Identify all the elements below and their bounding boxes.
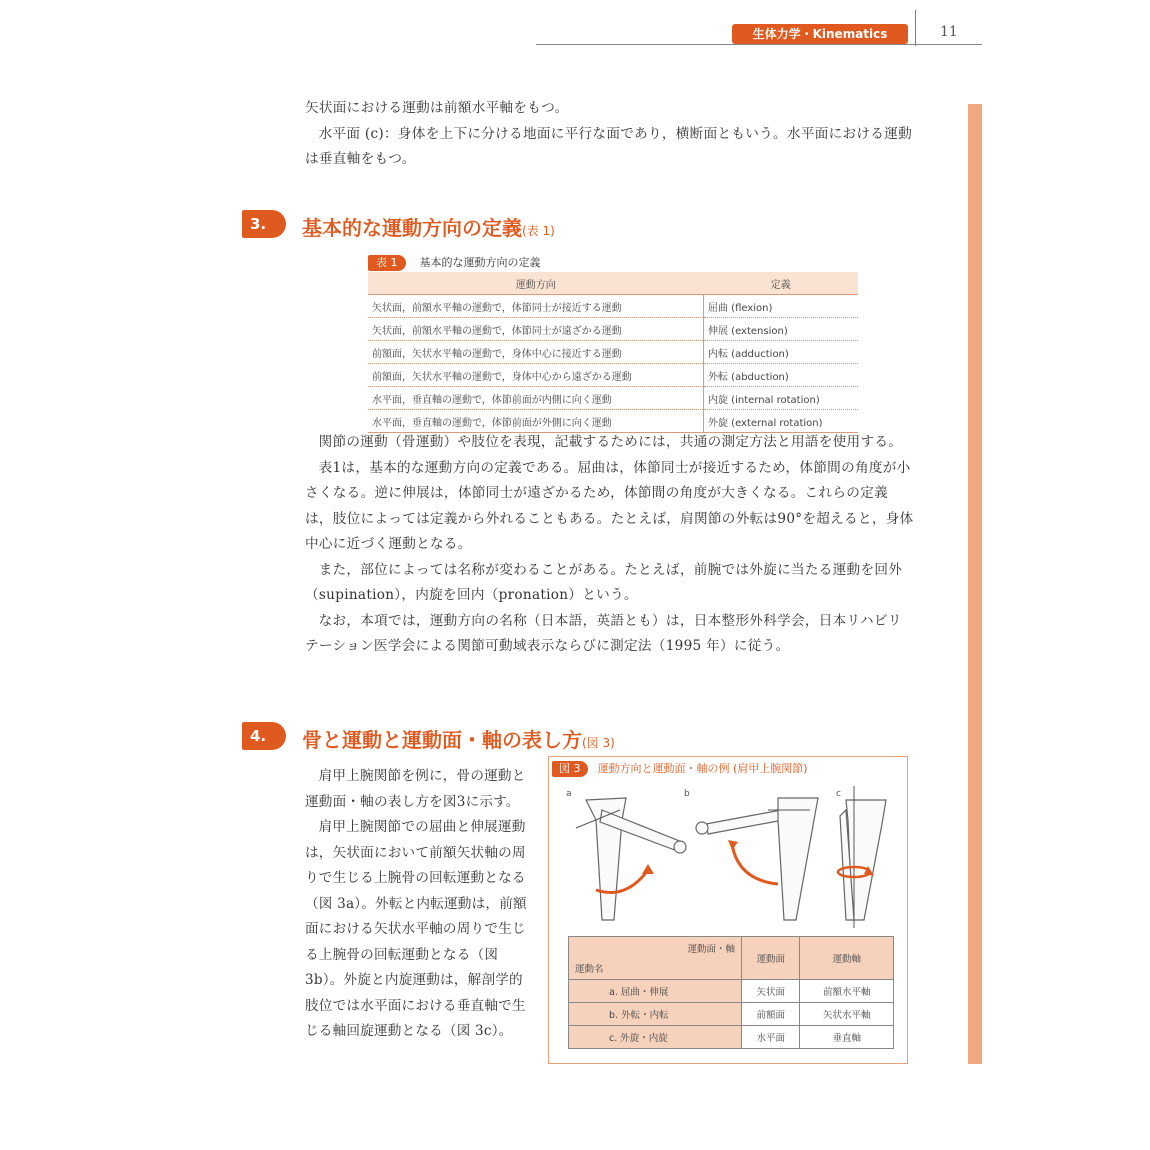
body-paragraph: また，部位によっては名称が変わることがある。たとえば，前腕では外旋に当たる運動を回外（supination），内旋を回内（pronation）という。 bbox=[305, 561, 903, 603]
table-row bbox=[569, 980, 894, 1003]
panel-a-label: a bbox=[566, 789, 572, 799]
section-3-number: 3. bbox=[242, 210, 286, 238]
panel-b-bones bbox=[696, 798, 818, 920]
table-1-header-direction: 運動方向 bbox=[368, 272, 704, 295]
table-cell: 屈曲 (flexion) bbox=[704, 295, 859, 318]
body-paragraph: なお，本項では，運動方向の名称（日本語，英語とも）は，日本整形外科学会，日本リハビリテーション医学会による関節可動域表示ならびに測定法（1995 年）に従う。 bbox=[305, 612, 902, 654]
table-diag-top: 運動面・軸 bbox=[687, 944, 735, 955]
section-4-title bbox=[302, 724, 615, 753]
table-row bbox=[569, 1026, 894, 1049]
figure-3-caption bbox=[552, 760, 808, 777]
column-text bbox=[305, 764, 530, 1045]
section-4-ref: (図 3) bbox=[582, 736, 615, 750]
page-number: 11 bbox=[940, 24, 958, 40]
table-1 bbox=[368, 272, 858, 433]
panel-a-bones bbox=[586, 798, 686, 920]
table-cell: 前額水平軸 bbox=[800, 980, 894, 1003]
table-cell: 矢状水平軸 bbox=[800, 1003, 894, 1026]
column-paragraph: 肩甲上腕関節での屈曲と伸展運動は，矢状面において前額矢状軸の周りで生じる上腕骨の回転運動となる（図 3a）。外転と内転運動は，前額面における矢状水平軸の周りで生じる上腕骨の回転運動となる（図 3b）。外旋と内旋運動は，解剖学的肢位では水平面における垂直軸で生じる軸回旋運動となる（図 3c）。 bbox=[305, 819, 527, 1039]
table-cell: 矢状面 bbox=[742, 980, 800, 1003]
table-row bbox=[368, 341, 858, 364]
figure-3-label: 図 3 bbox=[552, 761, 588, 777]
table-cell: 垂直軸 bbox=[800, 1026, 894, 1049]
panel-c-bones bbox=[840, 800, 886, 920]
section-badge: 生体力学・Kinematics bbox=[732, 24, 908, 44]
panel-c-label: c bbox=[836, 789, 841, 799]
table-diag-header bbox=[569, 937, 742, 980]
intro-text bbox=[305, 96, 915, 173]
panel-b-arrowhead bbox=[728, 840, 738, 850]
section-3-title bbox=[302, 212, 555, 241]
body-paragraph: 表1は，基本的な運動方向の定義である。屈曲は，体節同士が接近するため，体節間の角度が小さくなる。逆に伸展は，体節同士が遠ざかるため，体節間の角度が大きくなる。これらの定義は，肢位によっては定義から外れることもある。たとえば，肩関節の外転は90°を超えると，身体中心に近づく運動となる。 bbox=[305, 459, 914, 552]
table-cell: 内旋 (internal rotation) bbox=[704, 387, 859, 410]
table-cell: a. 屈曲・伸展 bbox=[569, 980, 742, 1003]
table-1-label: 表 1 bbox=[368, 255, 406, 271]
table-cell: 外旋 (external rotation) bbox=[704, 410, 859, 433]
shoulder-illustration bbox=[556, 780, 900, 930]
table-1-caption bbox=[368, 254, 858, 272]
table-cell: 前額面 bbox=[742, 1003, 800, 1026]
table-diag-bottom: 運動名 bbox=[575, 964, 604, 975]
header-divider bbox=[915, 10, 916, 46]
table-cell: 前額面，矢状水平軸の運動で，身体中心から遠ざかる運動 bbox=[368, 364, 704, 387]
table-cell: 水平面，垂直軸の運動で，体節前面が内側に向く運動 bbox=[368, 387, 704, 410]
section-4-title-text: 骨と運動と運動面・軸の表し方 bbox=[302, 728, 582, 752]
section-3-title-text: 基本的な運動方向の定義 bbox=[302, 216, 522, 240]
table-cell: 内転 (adduction) bbox=[704, 341, 859, 364]
body-text bbox=[305, 430, 915, 660]
panel-b-arrow bbox=[732, 844, 778, 884]
table-cell: 矢状面，前額水平軸の運動で，体節同士が接近する運動 bbox=[368, 295, 704, 318]
table-cell: 伸展 (extension) bbox=[704, 318, 859, 341]
header-rule bbox=[536, 44, 982, 45]
figure-3-table bbox=[568, 936, 894, 1049]
table-col-axis: 運動軸 bbox=[800, 937, 894, 980]
table-cell: 外転 (abduction) bbox=[704, 364, 859, 387]
table-row bbox=[569, 1003, 894, 1026]
table-1-header-definition: 定義 bbox=[704, 272, 859, 295]
table-cell: 前額面，矢状水平軸の運動で，身体中心に接近する運動 bbox=[368, 341, 704, 364]
section-3-ref: (表 1) bbox=[522, 224, 555, 238]
table-1-title: 基本的な運動方向の定義 bbox=[419, 256, 541, 269]
column-paragraph: 肩甲上腕関節を例に，骨の運動と運動面・軸の表し方を図3に示す。 bbox=[305, 768, 526, 810]
table-cell: b. 外転・内転 bbox=[569, 1003, 742, 1026]
table-row bbox=[368, 387, 858, 410]
panel-a-arrowhead bbox=[642, 864, 654, 874]
panel-b-label: b bbox=[684, 789, 690, 799]
table-cell: 水平面，垂直軸の運動で，体節前面が外側に向く運動 bbox=[368, 410, 704, 433]
table-cell: 矢状面，前額水平軸の運動で，体節同士が遠ざかる運動 bbox=[368, 318, 704, 341]
intro-line-2: 水平面 (c)：身体を上下に分ける地面に平行な面であり，横断面ともいう。水平面における運動は垂直軸をもつ。 bbox=[305, 125, 912, 167]
table-cell: c. 外旋・内旋 bbox=[569, 1026, 742, 1049]
table-row bbox=[368, 295, 858, 318]
intro-line-1: 矢状面における運動は前額水平軸をもつ。 bbox=[305, 100, 569, 116]
section-4-number: 4. bbox=[242, 722, 286, 750]
body-paragraph: 関節の運動（骨運動）や肢位を表現，記載するためには，共通の測定方法と用語を使用する。 bbox=[318, 434, 903, 450]
side-color-bar bbox=[968, 104, 982, 1064]
table-row bbox=[368, 364, 858, 387]
table-col-plane: 運動面 bbox=[742, 937, 800, 980]
table-cell: 水平面 bbox=[742, 1026, 800, 1049]
figure-3-title: 運動方向と運動面・軸の例 (肩甲上腕関節) bbox=[597, 762, 808, 775]
table-row bbox=[368, 318, 858, 341]
